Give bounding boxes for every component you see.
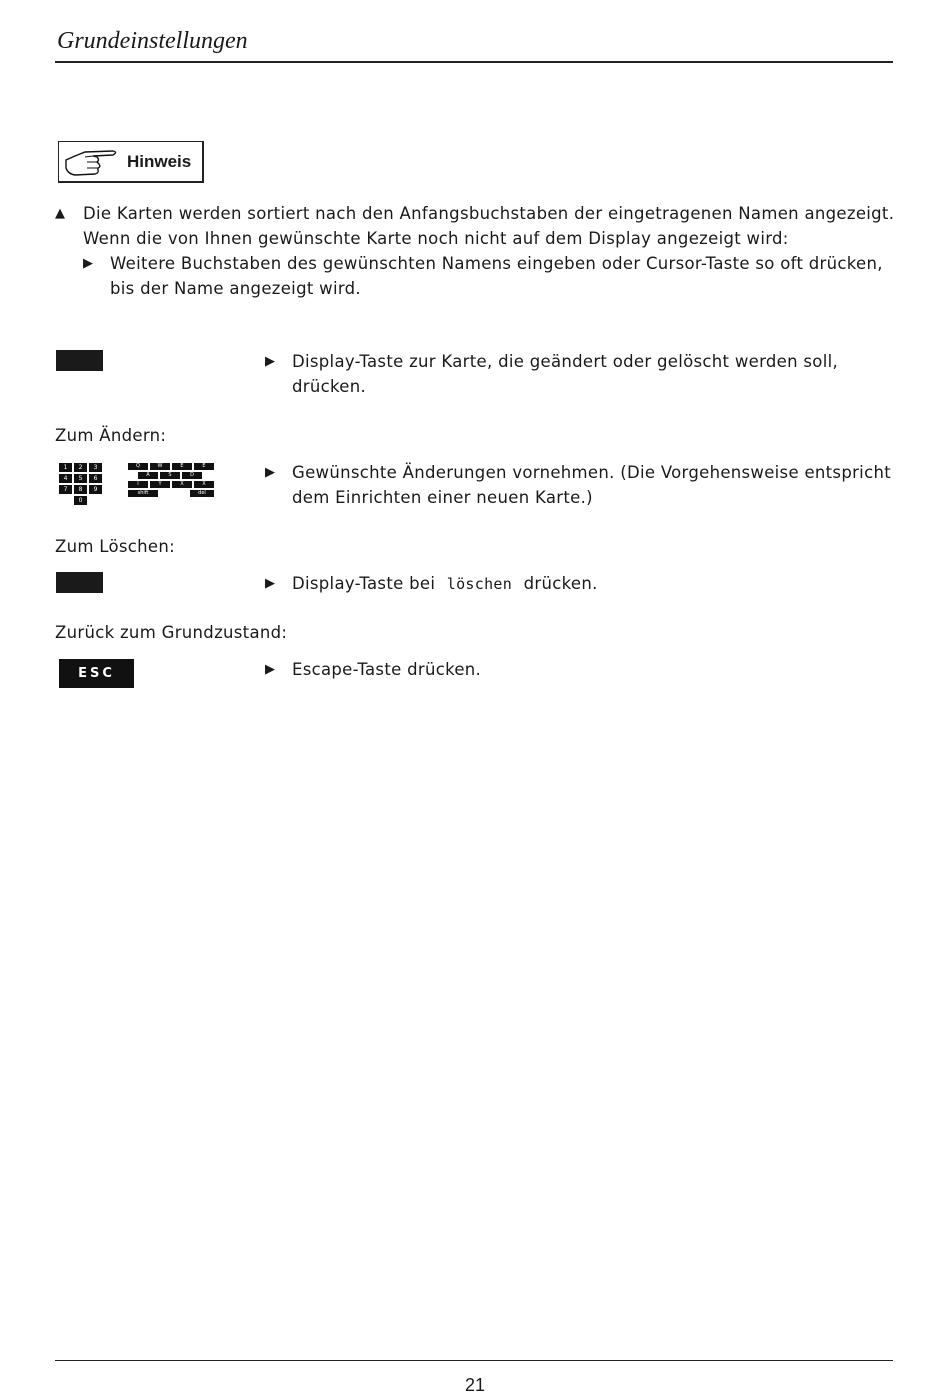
change-step-line-1: Gewünschte Änderungen vornehmen. (Die Vorgehensweise entspricht xyxy=(292,463,891,482)
keyboard-key: Q xyxy=(128,463,148,470)
keyboard-key: W xyxy=(150,463,170,470)
display-word-loeschen: löschen xyxy=(446,575,513,593)
triangle-right-bullet-icon: ▶ xyxy=(83,256,94,271)
display-key-icon xyxy=(56,572,103,593)
numpad-key: 3 xyxy=(89,463,102,472)
change-heading: Zum Ändern: xyxy=(55,426,167,445)
keyboard-key: E xyxy=(172,463,192,470)
triangle-right-bullet-icon: ▶ xyxy=(265,662,276,677)
delete-step-text-end: drücken. xyxy=(523,574,598,593)
note-line-2: Wenn die von Ihnen gewünschte Karte noch nicht auf dem Display angezeigt wird: xyxy=(83,229,789,248)
numpad-key: 8 xyxy=(74,485,87,494)
hinweis-label: Hinweis xyxy=(127,152,192,171)
keyboard-icon xyxy=(128,463,216,499)
triangle-up-bullet-icon: ▲ xyxy=(55,206,66,221)
triangle-right-bullet-icon: ▶ xyxy=(265,354,276,369)
note-step-line-1: Weitere Buchstaben des gewünschten Namens eingeben oder Cursor-Taste so oft drücken, xyxy=(110,254,883,273)
numpad-key: 1 xyxy=(59,463,72,472)
numpad-key: 0 xyxy=(74,496,87,505)
back-step-line: Escape-Taste drücken. xyxy=(292,660,482,679)
numpad-icon xyxy=(59,463,103,505)
display-key-icon xyxy=(56,350,103,371)
header-divider xyxy=(55,61,893,63)
keyboard-del-key: del xyxy=(190,490,214,497)
back-heading: Zurück zum Grundzustand: xyxy=(55,623,288,642)
keyboard-key: E xyxy=(194,463,214,470)
delete-step-text: Display-Taste bei xyxy=(292,574,436,593)
select-step-line-2: drücken. xyxy=(292,377,367,396)
keyboard-key: S xyxy=(160,472,180,479)
select-step-line-1: Display-Taste zur Karte, die geändert oder gelöscht werden soll, xyxy=(292,352,839,371)
note-step-line-2: bis der Name angezeigt wird. xyxy=(110,279,361,298)
numpad-key: 5 xyxy=(74,474,87,483)
numpad-key: 2 xyxy=(74,463,87,472)
delete-heading: Zum Löschen: xyxy=(55,537,175,556)
page-number: 21 xyxy=(464,1375,486,1395)
keyboard-key: D xyxy=(182,472,202,479)
note-line-1: Die Karten werden sortiert nach den Anfangsbuchstaben der eingetragenen Namen angezeigt. xyxy=(83,204,895,223)
page-header-title: Grundeinstellungen xyxy=(57,28,248,54)
change-step-line-2: dem Einrichten einer neuen Karte.) xyxy=(292,488,593,507)
keyboard-key: X xyxy=(194,481,214,488)
keyboard-key: I xyxy=(128,481,148,488)
keyboard-key: X xyxy=(172,481,192,488)
numpad-key: 6 xyxy=(89,474,102,483)
numpad-key: 9 xyxy=(89,485,102,494)
hinweis-box xyxy=(58,141,204,183)
triangle-right-bullet-icon: ▶ xyxy=(265,465,276,480)
keyboard-key: A xyxy=(138,472,158,479)
keyboard-key: Y xyxy=(150,481,170,488)
pointing-hand-icon xyxy=(63,148,121,178)
numpad-key: 7 xyxy=(59,485,72,494)
footer-divider xyxy=(55,1360,893,1361)
keyboard-shift-key: shift xyxy=(128,490,158,497)
numpad-key: 4 xyxy=(59,474,72,483)
esc-key-icon: ESC xyxy=(59,659,134,688)
triangle-right-bullet-icon: ▶ xyxy=(265,576,276,591)
delete-step-line xyxy=(292,571,598,597)
